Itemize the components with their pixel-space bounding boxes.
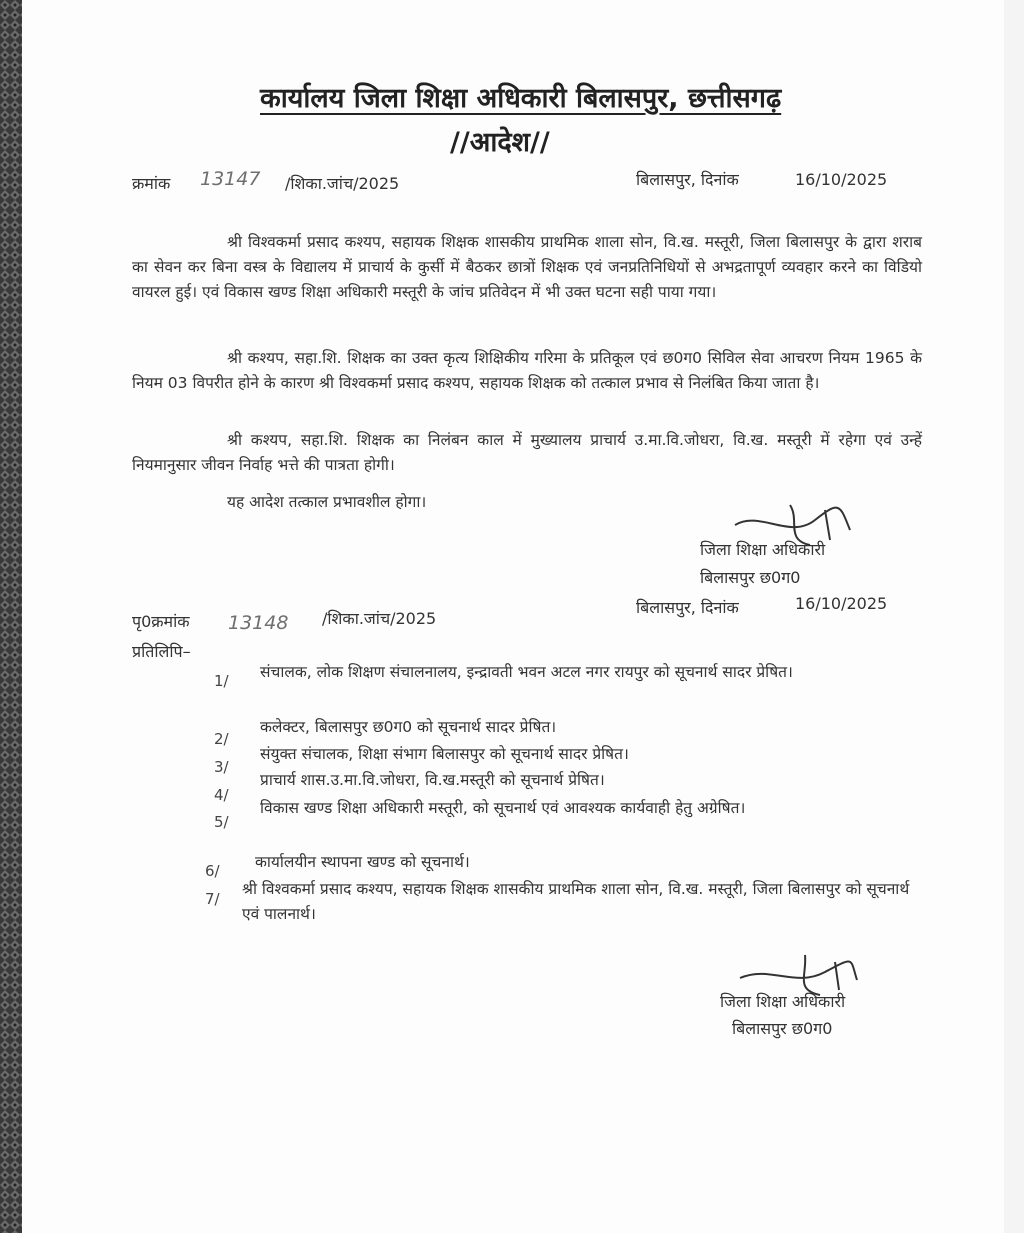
body-paragraph-4: यह आदेश तत्काल प्रभावशील होगा। [227, 493, 427, 511]
copy-item-number: 3/ [214, 758, 229, 776]
copy-file-ref: /शिका.जांच/2025 [322, 609, 437, 628]
order-number: 13147 [200, 168, 261, 190]
order-heading: //आदेश// [450, 127, 550, 158]
copy-item-number: 2/ [214, 730, 229, 748]
copy-item-number: 6/ [205, 862, 220, 880]
copy-item: विकास खण्ड शिक्षा अधिकारी मस्तूरी, को सूचनार्थ एवं आवश्यक कार्यवाही हेतु अग्रेषित। [260, 799, 746, 817]
signature-1-place: बिलासपुर छ0ग0 [700, 568, 801, 587]
body-paragraph-2: श्री कश्यप, सहा.शि. शिक्षक का उक्त कृत्य शिक्षिकीय गरिमा के प्रतिकूल एवं छ0ग0 सिविल सेवा आचरण नियम 1965 के नियम 03 विपरीत होने के कारण श्री विश्वकर्मा प्रसाद कश्यप, सहायक शिक्षक को तत्काल प्रभाव से निलंबित किया जाता है। [132, 349, 922, 392]
copy-item: संचालक, लोक शिक्षण संचालनालय, इन्द्रावती भवन अटल नगर रायपुर को सूचनार्थ सादर प्रेषित। [260, 663, 793, 681]
body-paragraph-1: श्री विश्वकर्मा प्रसाद कश्यप, सहायक शिक्षक शासकीय प्राथमिक शाला सोन, वि.ख. मस्तूरी, जिला बिलासपुर के द्वारा शराब का सेवन कर बिना वस्त्र के विद्यालय में प्राचार्य के कुर्सी में बैठकर छात्रों शिक्षक एवं जनप्रतिनिधियों से अभद्रतापूर्ण व्यवहार करने का विडियो वायरल हुई। एवं विकास खण्ड शिक्षा अधिकारी मस्तूरी के जांच प्रतिवेदन में भी उक्त घटना सही पाया गया। [132, 233, 922, 301]
signature-1-designation: जिला शिक्षा अधिकारी [700, 540, 826, 559]
signature-2-place: बिलासपुर छ0ग0 [732, 1019, 833, 1038]
copy-list-label: प्रतिलिपि– [132, 642, 191, 661]
copy-number-label: पृ0क्रमांक [132, 612, 190, 631]
order-place-date-label: बिलासपुर, दिनांक [636, 170, 739, 189]
page-edge [1004, 0, 1024, 1233]
copy-item: कलेक्टर, बिलासपुर छ0ग0 को सूचनार्थ सादर प्रेषित। [260, 718, 557, 736]
order-number-label: क्रमांक [132, 174, 171, 193]
copy-item: प्राचार्य शास.उ.मा.वि.जोधरा, वि.ख.मस्तूरी को सूचनार्थ प्रेषित। [260, 771, 605, 789]
copy-item: श्री विश्वकर्मा प्रसाद कश्यप, सहायक शिक्षक शासकीय प्राथमिक शाला सोन, वि.ख. मस्तूरी, जिला बिलासपुर को सूचनार्थ एवं पालनार्थ। [242, 880, 910, 923]
copy-date: 16/10/2025 [795, 594, 888, 613]
signature-2-designation: जिला शिक्षा अधिकारी [720, 992, 846, 1011]
copy-number: 13148 [228, 612, 289, 634]
copy-item: कार्यालयीन स्थापना खण्ड को सूचनार्थ। [255, 853, 470, 871]
copy-item-number: 1/ [214, 672, 229, 690]
order-date: 16/10/2025 [795, 170, 888, 189]
order-file-ref: /शिका.जांच/2025 [285, 174, 400, 193]
body-paragraph-3: श्री कश्यप, सहा.शि. शिक्षक का निलंबन काल में मुख्यालय प्राचार्य उ.मा.वि.जोधरा, वि.ख. मस्तूरी में रहेगा एवं उन्हें नियमानुसार जीवन निर्वाह भत्ते की पात्रता होगी। [132, 431, 922, 474]
copy-place-date-label: बिलासपुर, दिनांक [636, 598, 739, 617]
office-title: कार्यालय जिला शिक्षा अधिकारी बिलासपुर, छत्तीसगढ़ [260, 83, 782, 114]
copy-item-number: 4/ [214, 786, 229, 804]
copy-item-number: 7/ [205, 890, 220, 908]
copy-item-number: 5/ [214, 813, 229, 831]
copy-item: संयुक्त संचालक, शिक्षा संभाग बिलासपुर को सूचनार्थ सादर प्रेषित। [260, 745, 629, 763]
